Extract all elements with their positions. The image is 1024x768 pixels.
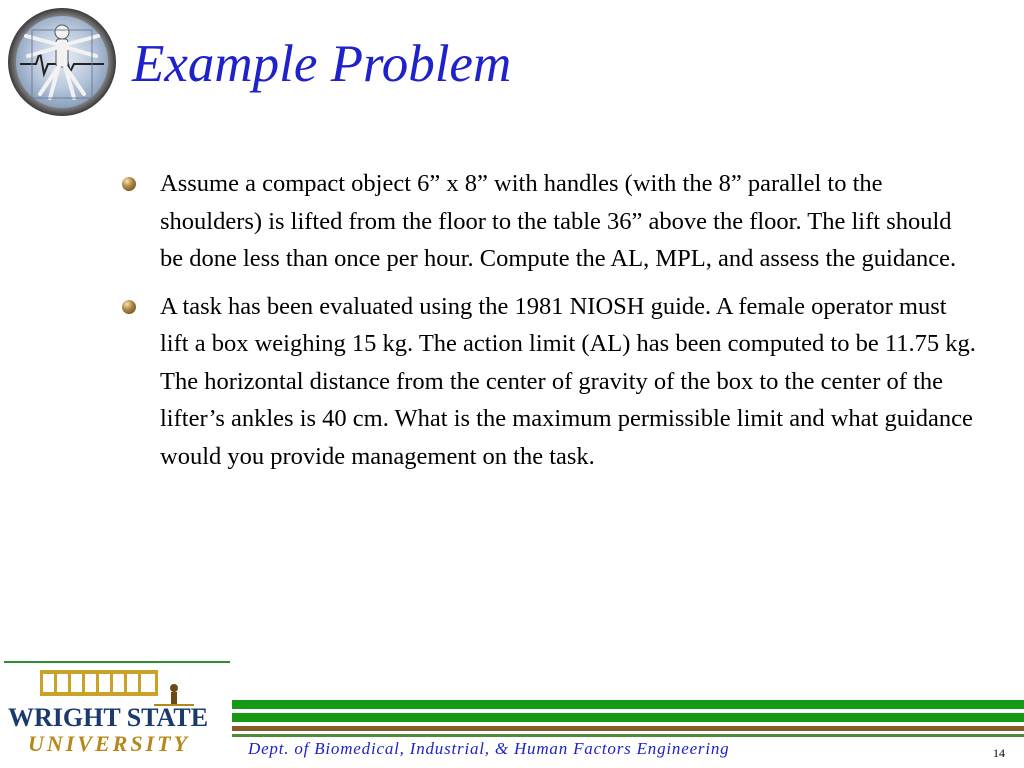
footer-stripes [232, 700, 1024, 738]
bullet-text: A task has been evaluated using the 1981 NIOSH guide. A female operator must lift a box weighing 15 kg. The action limit (AL) has been computed to be 11.75 kg. The horizontal distance from the center of gravity of the box to the center of the lifter’s ankles is 40 cm. What is the maximum permissible limit and what guidance would you provide management on the task. [160, 292, 976, 470]
sphere-bullet-icon [122, 177, 136, 191]
bullet-item [120, 165, 980, 278]
page-number: 14 [993, 746, 1005, 760]
department-name: Dept. of Biomedical, Industrial, & Human Factors Engineering [248, 739, 730, 758]
footer-stripe [232, 700, 1024, 709]
wright-flyer-icon [40, 670, 194, 706]
bullet-list [120, 165, 980, 485]
bullet-item [120, 288, 980, 476]
wright-state-logo [4, 664, 230, 762]
logo-wordmark-line2: UNIVERSITY [28, 731, 191, 756]
bullet-text: Assume a compact object 6” x 8” with handles (with the 8” parallel to the shoulders) is lifted from the floor to the table 36” above the floor. The lift should be done less than once per hour. Compute the AL, MPL, and assess the guidance. [160, 170, 957, 272]
slide-title: Example Problem [132, 35, 512, 93]
logo-wordmark-line1: WRIGHT STATE [8, 703, 209, 732]
footer-stripe [232, 734, 1024, 737]
sphere-bullet-icon [122, 300, 136, 314]
footer-stripe [232, 726, 1024, 731]
footer-divider [4, 661, 230, 663]
vitruvian-man-icon [6, 6, 118, 118]
footer-stripe [232, 713, 1024, 722]
